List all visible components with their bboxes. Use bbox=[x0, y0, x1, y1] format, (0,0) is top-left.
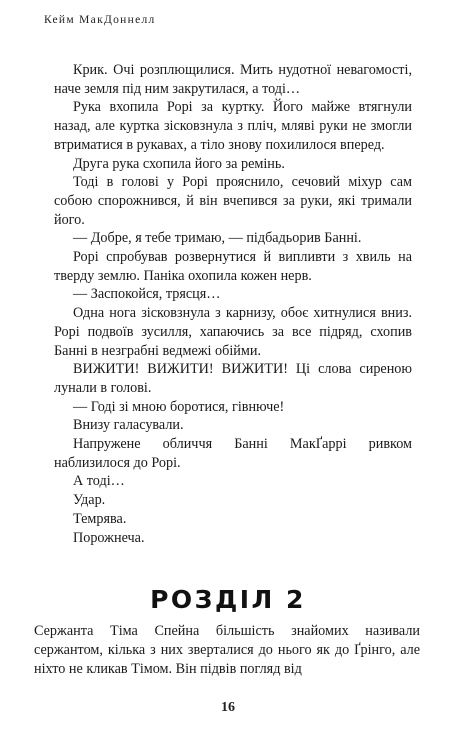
paragraph: Порожнеча. bbox=[73, 529, 145, 546]
paragraph: Удар. bbox=[73, 492, 106, 509]
paragraph: ВИЖИТИ! ВИЖИТИ! ВИЖИТИ! Ці слова сиреною лунали в голові. bbox=[54, 361, 412, 396]
paragraph: Внизу галасували. bbox=[73, 417, 184, 434]
body-text bbox=[54, 61, 412, 547]
paragraph: Крик. Очі розплющилися. Мить нудотної невагомості, наче земля під ним закрутилася, а тоді… bbox=[54, 62, 412, 97]
paragraph: — Добре, я тебе тримаю, — підбадьорив Банні. bbox=[73, 230, 362, 247]
chapter-title: РОЗДІЛ 2 bbox=[150, 585, 306, 614]
running-head: Кейм МакДоннелл bbox=[44, 14, 156, 26]
paragraph: А тоді… bbox=[73, 473, 125, 490]
paragraph: Тоді в голові у Рорі прояснило, сечовий міхур сам собою спорожнився, й він вчепився за руки, які тримали його. bbox=[54, 174, 412, 228]
paragraph: Темрява. bbox=[73, 510, 127, 527]
page-number: 16 bbox=[221, 700, 235, 715]
paragraph: Друга рука схопила його за ремінь. bbox=[73, 155, 285, 172]
chapter-text bbox=[34, 622, 420, 679]
paragraph: Напружене обличчя Банні МакҐаррі ривком наблизилося до Рорі. bbox=[54, 436, 412, 471]
paragraph: — Годі зі мною боротися, гівнюче! bbox=[73, 398, 285, 415]
paragraph: Сержанта Тіма Спейна більшість знайомих називали сержантом, кілька з них зверталися до нього як до Ґрінго, але ніхто не кликав Тімом. Він підвів погляд від bbox=[34, 623, 420, 677]
paragraph: Рорі спробував розвернутися й випливти з хвиль на тверду землю. Паніка охопила кожен нерв. bbox=[54, 249, 412, 284]
paragraph: Одна нога зісковзнула з карнизу, обоє хитнулися вниз. Рорі подвоїв зусилля, хапаючись за все підряд, схопив Банні в незграбні ведмежі обійми. bbox=[54, 305, 412, 359]
paragraph: — Заспокойся, трясця… bbox=[73, 286, 221, 303]
paragraph: Рука вхопила Рорі за куртку. Його майже втягнули назад, але куртка зісковзнула з пліч, мляві руки не змогли втриматися в рукавах, а тіло знову похилилося вперед. bbox=[54, 99, 412, 153]
